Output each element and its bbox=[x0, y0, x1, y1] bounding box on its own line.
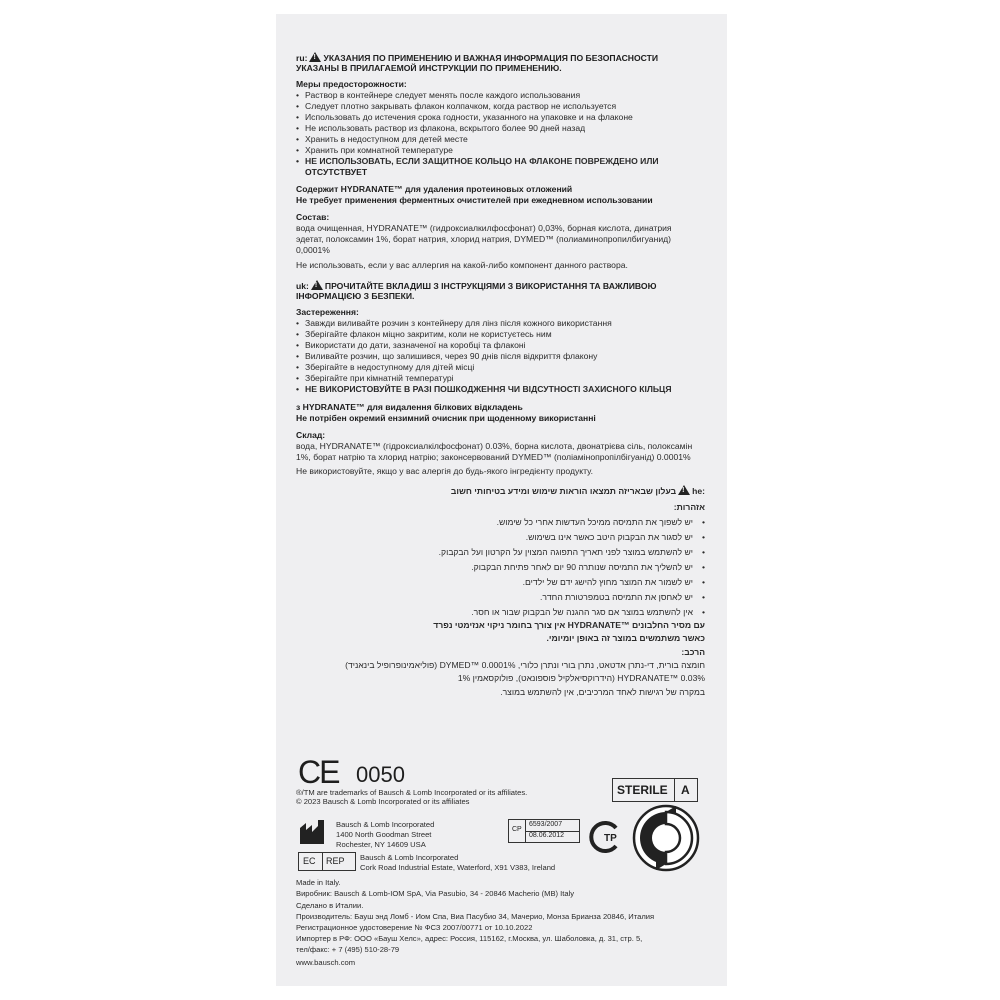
footer-line: Made in Italy. bbox=[296, 878, 341, 887]
ru-bullet: • Раствор в контейнере следует менять после каждого использования bbox=[296, 90, 580, 100]
footer-line: Регистрационное удостоверение № ФСЗ 2007/00771 от 10.10.2022 bbox=[296, 923, 533, 932]
factory-icon bbox=[298, 820, 328, 846]
ru-heading-line2: УКАЗАНЫ В ПРИЛАГАЕМОЙ ИНСТРУКЦИИ ПО ПРИМЕНЕНИЮ. bbox=[296, 63, 562, 73]
copyright-line: © 2023 Bausch & Lomb Incorporated or its affiliates bbox=[296, 797, 470, 806]
he-warnings-title: אזהרות: bbox=[673, 502, 705, 512]
ec-rep-symbol bbox=[298, 852, 356, 871]
he-bullet: • יש לסגור את הבקבוק היטב כאשר אינו בשימוש. bbox=[526, 532, 705, 542]
ru-bullet: • Хранить в недоступном для детей месте bbox=[296, 134, 468, 144]
uk-bold-bullet: • НЕ ВИКОРИСТОВУЙТЕ В РАЗІ ПОШКОДЖЕННЯ ЧИ ВІДСУТНОСТІ ЗАХИСНОГО КІЛЬЦЯ bbox=[296, 384, 672, 394]
ru-no-enzyme: Не требует применения ферментных очистителей при ежедневном использовании bbox=[296, 195, 653, 205]
uk-composition-title: Склад: bbox=[296, 430, 326, 440]
sterile-symbol bbox=[612, 778, 698, 802]
ru-composition: вода очищенная, HYDRANATE™ (гидроксиалкилфосфонат) 0,03%, борная кислота, динатрия bbox=[296, 223, 672, 233]
footer-line: Виробник: Bausch & Lomb-IOM SpA, Via Pasubio, 34 - 20846 Macherio (MB) Italy bbox=[296, 889, 575, 898]
he-bold-line2: כאשר משתמשים במוצר זה באופן יומיומי. bbox=[546, 633, 705, 643]
uk-bullet: • Зберігайте в недоступному для дітей місці bbox=[296, 362, 474, 372]
warning-triangle-icon bbox=[311, 280, 323, 290]
cp-label: CP bbox=[512, 826, 522, 833]
he-bullet: • יש לשמור את המוצר מחוץ להישג ידם של ילדים. bbox=[523, 577, 705, 587]
ru-bullet: • Хранить при комнатной температуре bbox=[296, 145, 453, 155]
ru-composition: эдетат, полоксамин 1%, борат натрия, хлорид натрия, DYMED™ (полиаминопропилбигуанид) bbox=[296, 234, 672, 244]
ru-allergy: Не использовать, если у вас аллергия на какой-либо компонент данного раствора. bbox=[296, 260, 628, 270]
ce-notified-body-number: 0050 bbox=[356, 762, 405, 787]
he-composition-title: הרכב: bbox=[681, 647, 705, 657]
uk-no-enzyme: Не потрібен окремий ензимний очисник при щоденному використанні bbox=[296, 413, 596, 423]
manufacturer-line: Rochester, NY 14609 USA bbox=[336, 840, 426, 849]
ru-composition-title: Состав: bbox=[296, 212, 330, 222]
he-composition: חומצה בורית, די-נתרן אדטאט, נתרן בורי ונתרן כלורי, DYMED™ 0.0001% (פוליאמינופרופיל בינאניד) bbox=[345, 660, 705, 670]
svg-text:TP: TP bbox=[604, 833, 617, 844]
footer-line: тел/факс: + 7 (495) 510-28-79 bbox=[296, 945, 400, 954]
he-bullet: • אין להשתמש במוצר אם סגר ההגנה של הבקבוק שבור או חסר. bbox=[471, 607, 705, 617]
cp-number: 6593/2007 bbox=[529, 821, 563, 828]
ru-composition: 0,0001% bbox=[296, 245, 330, 255]
ce-mark: CE bbox=[298, 754, 339, 790]
sterile-divider bbox=[674, 779, 675, 801]
uk-bullet: • Зберігайте флакон міцно закритим, коли не користуєтесь ним bbox=[296, 329, 552, 339]
ecrep-line: Cork Road Industrial Estate, Waterford, X91 V383, Ireland bbox=[360, 863, 556, 872]
ru-precautions-title: Меры предосторожности: bbox=[296, 79, 407, 89]
website: www.bausch.com bbox=[296, 958, 356, 967]
he-bold-line1: עם מסיר החלבונים ™HYDRANATE אין צורך בחומר ניקוי אנזימטי נפרד bbox=[433, 620, 705, 630]
ecrep-line: Bausch & Lomb Incorporated bbox=[360, 853, 459, 862]
uk-contains: з HYDRANATE™ для видалення білкових відкладень bbox=[296, 402, 523, 412]
he-bullet: • יש להשתמש במוצר לפני תאריך התפוגה המצוין על הקרטון ועל הבקבוק. bbox=[439, 547, 705, 557]
ru-bold-bullet: • НЕ ИСПОЛЬЗОВАТЬ, ЕСЛИ ЗАЩИТНОЕ КОЛЬЦО НА ФЛАКОНЕ ПОВРЕЖДЕНО ИЛИ bbox=[296, 156, 659, 166]
uk-warnings-title: Застереження: bbox=[296, 307, 359, 317]
uk-composition: вода, HYDRANATE™ (гідроксиалкілфосфонат) 0.03%, борна кислота, двонатрієва сіль, полоксамін bbox=[296, 441, 693, 451]
ru-bold-bullet-cont: ОТСУТСТВУЕТ bbox=[305, 167, 368, 177]
he-bullet: • יש לשפוך את התמיסה ממיכל העדשות אחרי כל שימוש. bbox=[497, 517, 705, 527]
he-bullet: • יש להשליך את התמיסה שנותרה 90 יום לאחר פתיחת הבקבוק. bbox=[471, 562, 705, 572]
uk-bullet: • Завжди виливайте розчин з контейнеру для лінз після кожного використання bbox=[296, 318, 612, 328]
sterile-method: A bbox=[681, 783, 690, 797]
warning-triangle-icon bbox=[309, 52, 321, 62]
ru-heading-line1: ru:! УКАЗАНИЯ ПО ПРИМЕНЕНИЮ И ВАЖНАЯ ИНФОРМАЦИЯ ПО БЕЗОПАСНОСТИ bbox=[296, 52, 658, 63]
rst-certification-icon bbox=[588, 820, 622, 854]
sterile-label: STERILE bbox=[617, 783, 668, 797]
ec-divider bbox=[322, 853, 323, 870]
ru-bullet: • Следует плотно закрывать флакон колпачком, когда раствор не используется bbox=[296, 101, 616, 111]
footer-line: Импортер в РФ: ООО «Бауш Хелс», адрес: Россия, 115162, г.Москва, ул. Шаболовка, д. 31, стр. 5, bbox=[296, 934, 643, 943]
footer-line: Сделано в Италии. bbox=[296, 901, 364, 910]
rep-label: REP bbox=[326, 856, 345, 866]
he-bullet: • יש לאחסן את התמיסה בטמפרטורת החדר. bbox=[540, 592, 705, 602]
cp-certificate bbox=[508, 819, 580, 843]
manufacturer-line: 1400 North Goodman Street bbox=[336, 830, 432, 839]
warning-triangle-icon bbox=[678, 485, 690, 495]
uk-bullet: • Використати до дати, зазначеної на коробці та флаконі bbox=[296, 340, 526, 350]
ec-label: EC bbox=[303, 856, 316, 866]
ru-bullet: • Использовать до истечения срока годности, указанного на упаковке и на флаконе bbox=[296, 112, 633, 122]
uk-allergy: Не використовуйте, якщо у вас алергія до будь-якого інгредієнту продукту. bbox=[296, 466, 594, 476]
he-composition: HYDRANATE™ 0.03% (הידרוקסיאלקיל פוספונאט), פולוקסאמין 1% bbox=[457, 673, 705, 683]
label-panel bbox=[276, 14, 727, 986]
uk-bullet: • Зберігайте при кімнатній температурі bbox=[296, 373, 454, 383]
he-heading: :he!בעלון שבאריזה תמצאו הוראות שימוש ומידע בטיחותי חשוב bbox=[451, 485, 705, 496]
uk-bullet: • Виливайте розчин, що залишився, через 90 днів після відкриття флакону bbox=[296, 351, 597, 361]
trademark-line: ®/TM are trademarks of Bausch & Lomb Incorporated or its affiliates. bbox=[296, 788, 528, 797]
ru-contains: Содержит HYDRANATE™ для удаления протеиновых отложений bbox=[296, 184, 573, 194]
uk-heading-line2: ІНФОРМАЦІЄЮ З БЕЗПЕКИ. bbox=[296, 291, 415, 301]
uk-composition: 1%, борат натрію та хлорид натрію; законсервований DYMED™ (поліамінопропілбігуанід) 0.0001% bbox=[296, 452, 691, 462]
cp-date: 08.06.2012 bbox=[529, 832, 565, 839]
ru-bullet: • Не использовать раствор из флакона, вскрытого более 90 дней назад bbox=[296, 123, 585, 133]
footer-line: Производитель: Бауш энд Ломб - Иом Спа, Виа Пасубио 34, Мачерио, Монза Брианза 20846, Италия bbox=[296, 912, 655, 921]
green-dot-icon bbox=[632, 804, 700, 872]
uk-heading-line1: uk:! ПРОЧИТАЙТЕ ВКЛАДИШ З ІНСТРУКЦІЯМИ З ВИКОРИСТАННЯ ТА ВАЖЛИВОЮ bbox=[296, 280, 656, 291]
manufacturer-line: Bausch & Lomb Incorporated bbox=[336, 820, 435, 829]
he-allergy: במקרה של רגישות לאחד המרכיבים, אין להשתמש במוצר. bbox=[500, 687, 705, 697]
